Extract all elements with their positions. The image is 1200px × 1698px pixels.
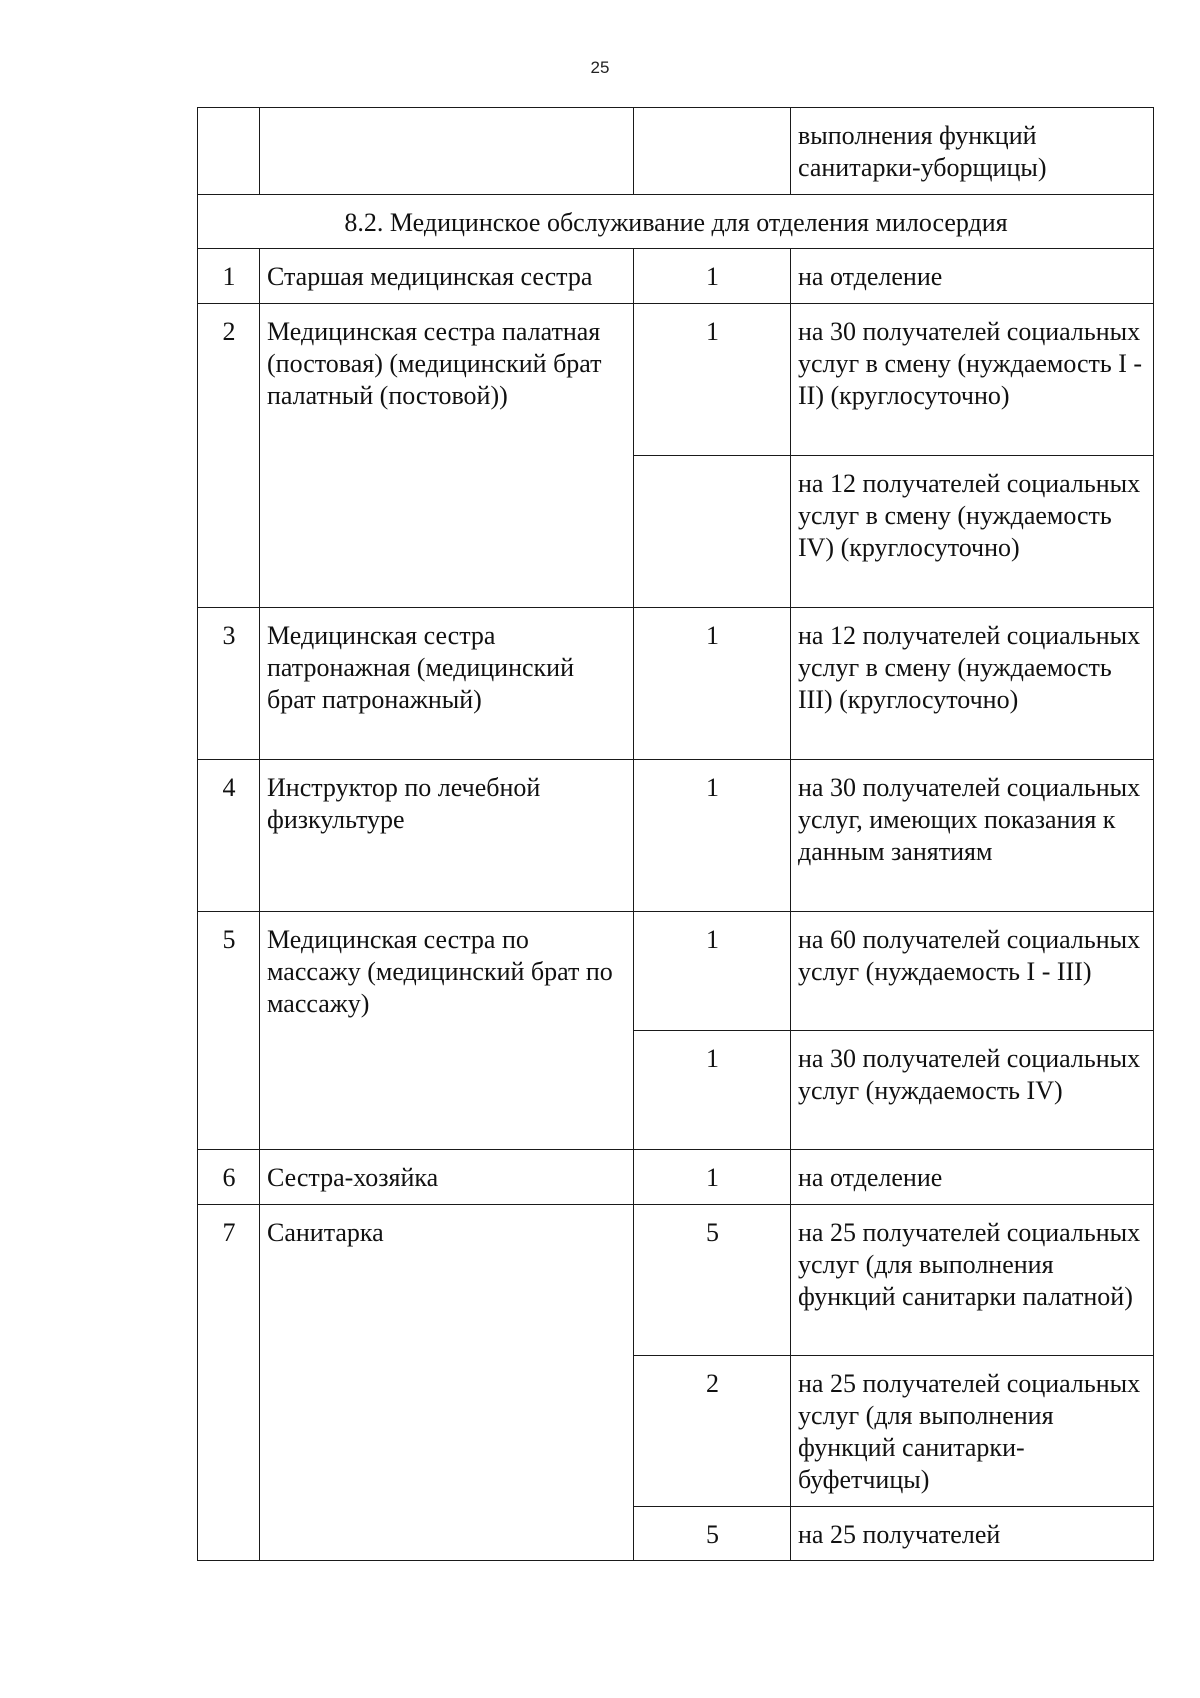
- norm-cell: на 30 получателей социальных услуг, имеющих показания к данным занятиям: [791, 760, 1154, 912]
- table-row: [198, 608, 1154, 760]
- norm-cell: на 12 получателей социальных услуг в смену (нуждаемость IV) (круглосуточно): [791, 456, 1154, 608]
- table-row: [198, 108, 1154, 195]
- staffing-table: [197, 107, 1154, 1561]
- table-row: [198, 1150, 1154, 1205]
- quantity-cell: 1: [634, 912, 791, 1031]
- quantity-cell: 1: [634, 1150, 791, 1205]
- quantity-cell: 5: [634, 1507, 791, 1561]
- norm-cell: на 25 получателей: [791, 1507, 1154, 1561]
- row-number-cell: 1: [198, 249, 260, 304]
- row-number-cell: [198, 108, 260, 195]
- quantity-cell: 5: [634, 1205, 791, 1356]
- quantity-cell: 1: [634, 608, 791, 760]
- norm-cell: на отделение: [791, 1150, 1154, 1205]
- row-number-cell: 4: [198, 760, 260, 912]
- quantity-cell: 1: [634, 249, 791, 304]
- table-row: [198, 304, 1154, 456]
- table-row: [198, 249, 1154, 304]
- position-cell: Медицинская сестра палатная (постовая) (медицинский брат палатный (постовой)): [260, 304, 634, 608]
- position-cell: Инструктор по лечебной физкультуре: [260, 760, 634, 912]
- position-cell: Старшая медицинская сестра: [260, 249, 634, 304]
- row-number-cell: 2: [198, 304, 260, 608]
- norm-cell: на 60 получателей социальных услуг (нуждаемость I - III): [791, 912, 1154, 1031]
- table-row: [198, 912, 1154, 1031]
- norm-cell: выполнения функций санитарки-уборщицы): [791, 108, 1154, 195]
- quantity-cell: [634, 456, 791, 608]
- section-header-row: [198, 195, 1154, 249]
- row-number-cell: 7: [198, 1205, 260, 1561]
- page-number: 25: [590, 58, 610, 77]
- position-cell: Медицинская сестра по массажу (медицинский брат по массажу): [260, 912, 634, 1150]
- quantity-cell: 2: [634, 1356, 791, 1507]
- quantity-cell: 1: [634, 760, 791, 912]
- quantity-cell: 1: [634, 1031, 791, 1150]
- table-row: [198, 760, 1154, 912]
- position-cell: Медицинская сестра патронажная (медицинский брат патронажный): [260, 608, 634, 760]
- norm-cell: на 25 получателей социальных услуг (для выполнения функций санитарки-буфетчицы): [791, 1356, 1154, 1507]
- position-cell: Сестра-хозяйка: [260, 1150, 634, 1205]
- norm-cell: на 25 получателей социальных услуг (для выполнения функций санитарки палатной): [791, 1205, 1154, 1356]
- position-cell: [260, 108, 634, 195]
- quantity-cell: 1: [634, 304, 791, 456]
- row-number-cell: 3: [198, 608, 260, 760]
- norm-cell: на 30 получателей социальных услуг в смену (нуждаемость I - II) (круглосуточно): [791, 304, 1154, 456]
- section-title: 8.2. Медицинское обслуживание для отделения милосердия: [198, 195, 1154, 249]
- quantity-cell: [634, 108, 791, 195]
- norm-cell: на отделение: [791, 249, 1154, 304]
- norm-cell: на 30 получателей социальных услуг (нуждаемость IV): [791, 1031, 1154, 1150]
- table-row: [198, 1205, 1154, 1356]
- position-cell: Санитарка: [260, 1205, 634, 1561]
- row-number-cell: 5: [198, 912, 260, 1150]
- row-number-cell: 6: [198, 1150, 260, 1205]
- norm-cell: на 12 получателей социальных услуг в смену (нуждаемость III) (круглосуточно): [791, 608, 1154, 760]
